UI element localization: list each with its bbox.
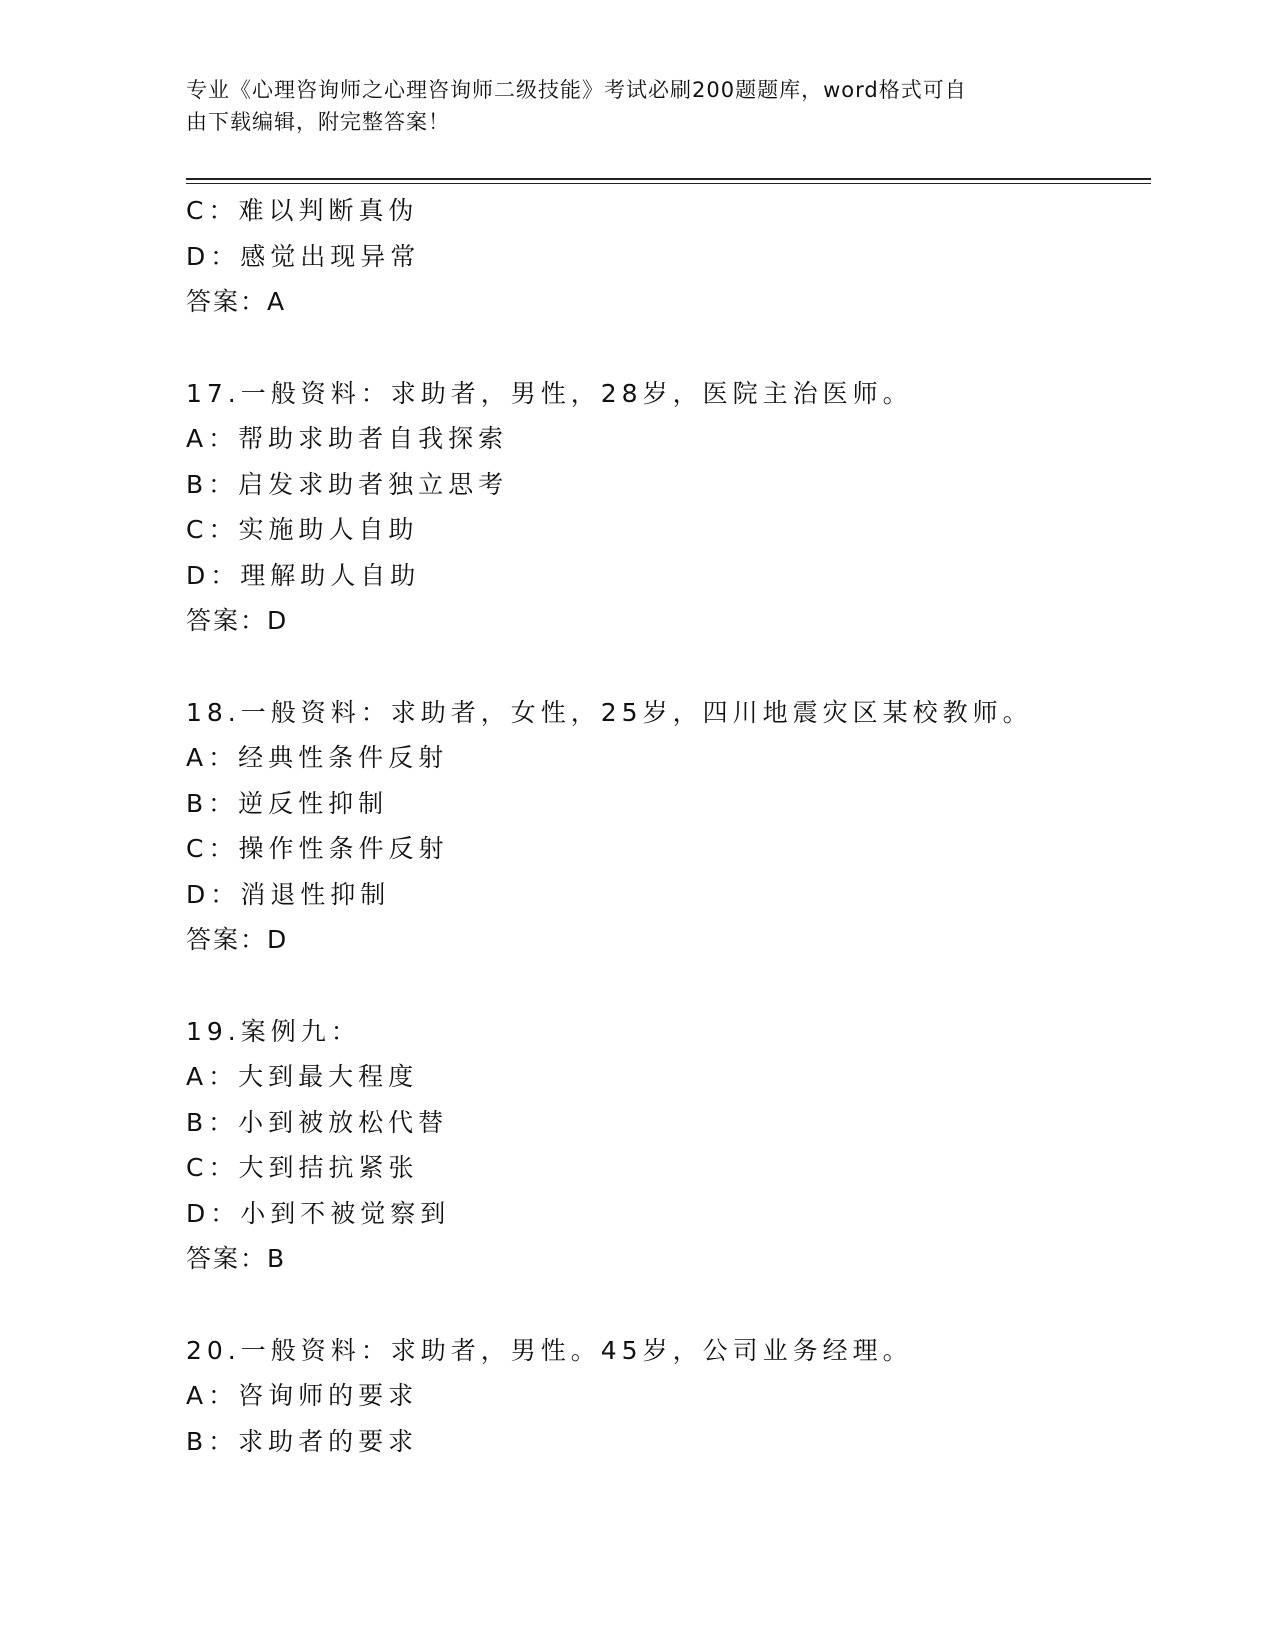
header-line-2: 由下载编辑，附完整答案！ [186, 110, 450, 134]
header-line-1: 专业《心理咨询师之心理咨询师二级技能》考试必刷200题题库，word格式可自 [186, 78, 967, 102]
header-divider-thick [186, 178, 1151, 180]
question-16-continued [186, 188, 1146, 325]
answer-label: 答案：A [186, 287, 287, 316]
document-header [186, 74, 1066, 138]
option-b: B：小到被放松代替 [186, 1107, 449, 1137]
option-c: C：难以判断真伪 [186, 196, 419, 225]
option-b: B：逆反性抑制 [186, 788, 389, 818]
spacer [186, 325, 1146, 371]
option-d: D：感觉出现异常 [186, 241, 421, 271]
spacer [186, 644, 1146, 690]
option-c: C：实施助人自助 [186, 515, 419, 544]
option-c: C：操作性条件反射 [186, 834, 449, 863]
question-19 [186, 1009, 1146, 1282]
answer-label: 答案：B [186, 1244, 287, 1273]
option-d: D：消退性抑制 [186, 879, 391, 909]
question-stem: 17.一般资料：求助者，男性，28岁，医院主治医师。 [186, 378, 913, 408]
option-d: D：小到不被觉察到 [186, 1198, 451, 1228]
question-stem: 19.案例九： [186, 1016, 361, 1046]
question-18 [186, 690, 1146, 963]
option-a: A：咨询师的要求 [186, 1381, 419, 1410]
option-a: A：大到最大程度 [186, 1062, 419, 1091]
question-20 [186, 1328, 1146, 1465]
header-divider-thin [186, 183, 1151, 184]
answer-label: 答案：D [186, 606, 289, 635]
option-d: D：理解助人自助 [186, 560, 421, 590]
option-a: A：经典性条件反射 [186, 743, 449, 772]
option-b: B：启发求助者独立思考 [186, 469, 509, 499]
option-c: C：大到拮抗紧张 [186, 1153, 419, 1182]
question-stem: 20.一般资料：求助者，男性。45岁，公司业务经理。 [186, 1335, 913, 1365]
spacer [186, 963, 1146, 1009]
spacer [186, 1282, 1146, 1328]
question-stem: 18.一般资料：求助者，女性，25岁，四川地震灾区某校教师。 [186, 697, 1033, 727]
answer-label: 答案：D [186, 925, 289, 954]
option-a: A：帮助求助者自我探索 [186, 424, 509, 453]
option-b: B：求助者的要求 [186, 1426, 419, 1456]
question-list [186, 188, 1146, 1464]
question-17 [186, 371, 1146, 644]
